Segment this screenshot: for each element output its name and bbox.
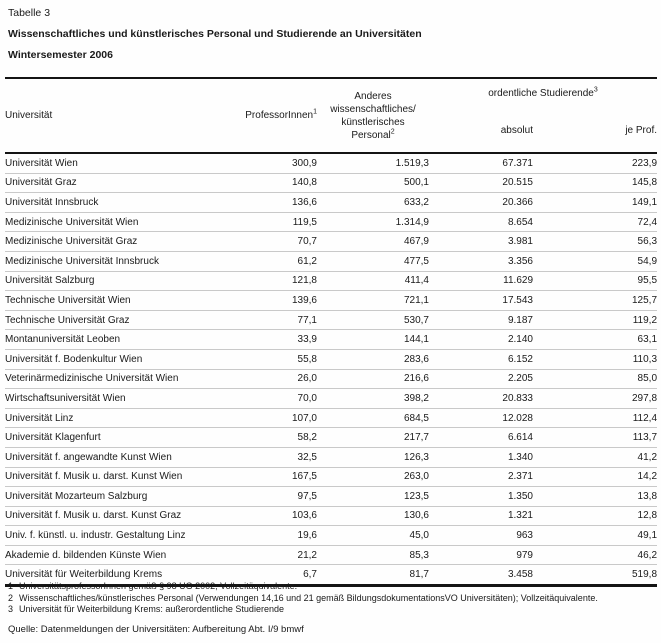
students-per-prof-cell: 85,0 [637,373,658,385]
table-row [5,506,657,526]
footnote-1 [8,581,598,593]
table-row [5,428,657,448]
university-name-cell: Universität Graz [5,177,77,189]
professors-cell: 300,9 [291,157,317,169]
students-per-prof-cell: 223,9 [631,157,658,169]
students-absolut-cell: 979 [516,549,533,561]
university-name-cell: Universität Wien [5,157,78,169]
footnote-ref-3: 3 [593,86,598,94]
other-staff-cell: 85,3 [409,549,429,561]
professors-cell: 119,5 [292,216,317,228]
other-staff-cell: 530,7 [403,314,429,326]
university-name-cell: Wirtschaftsuniversität Wien [5,392,126,404]
other-staff-cell: 500,1 [403,177,429,189]
students-absolut-cell: 3.356 [507,255,533,267]
professors-cell: 136,6 [291,196,317,208]
table-row [5,232,657,252]
professors-cell: 140,8 [291,177,317,189]
university-name-cell: Universität f. Bodenkultur Wien [5,353,143,365]
other-staff-cell: 144,1 [403,334,429,346]
footnote-3 [8,604,598,616]
students-absolut-cell: 12.028 [502,412,533,424]
university-name-cell: Universität f. angewandte Kunst Wien [5,451,172,463]
students-absolut-cell: 2.371 [507,471,533,483]
university-name-cell: Universität f. Musik u. darst. Kunst Graz [5,510,182,522]
document-subtitle: Wintersemester 2006 [8,49,113,61]
university-name-cell: Universität Linz [5,412,74,424]
professors-cell: 139,6 [291,294,317,306]
university-name-cell: Technische Universität Wien [5,294,131,306]
university-name-cell: Medizinische Universität Wien [5,216,139,228]
footnote-ref-1: 1 [313,108,317,116]
other-staff-cell: 217,7 [403,432,429,444]
header-students-group-label: ordentliche Studierende [488,88,594,99]
students-per-prof-cell: 13,8 [637,490,658,502]
footnote-2 [8,593,598,605]
other-staff-cell: 263,0 [403,471,429,483]
students-per-prof-cell: 297,8 [631,392,658,404]
university-name-cell: Univ. f. künstl. u. industr. Gestaltung Linz [5,530,186,542]
professors-cell: 167,5 [291,471,317,483]
other-staff-cell: 123,5 [403,490,429,502]
footnote-1-number: 1 [8,581,14,591]
students-absolut-cell: 20.515 [502,177,533,189]
other-staff-cell: 398,2 [403,392,429,404]
university-name-cell: Medizinische Universität Graz [5,236,138,248]
table-row [5,487,657,507]
students-per-prof-cell: 46,2 [637,549,658,561]
professors-cell: 58,2 [297,432,317,444]
university-name-cell: Universität Salzburg [5,275,95,287]
other-staff-cell: 477,5 [403,255,429,267]
table-body [5,153,657,586]
table-label: Tabelle 3 [8,7,51,19]
other-staff-cell: 130,6 [403,510,429,522]
students-absolut-cell: 3.981 [507,236,533,248]
professors-cell: 19,6 [297,530,317,542]
students-absolut-cell: 2.140 [507,334,533,346]
table-row [5,369,657,389]
professors-cell: 121,8 [291,275,317,287]
students-per-prof-cell: 519,8 [631,569,658,581]
header-other-staff-line4-label: Personal [351,129,391,141]
document-title: Wissenschaftliches und künstlerisches Personal und Studierende an Universitäten [8,28,422,40]
header-students-group [429,78,657,108]
students-per-prof-cell: 149,1 [631,196,658,208]
students-absolut-cell: 6.614 [507,432,533,444]
students-per-prof-cell: 56,3 [637,236,658,248]
professors-cell: 21,2 [297,549,317,561]
table-row [5,545,657,565]
students-per-prof-cell: 119,2 [632,314,658,326]
table-row [5,310,657,330]
students-absolut-cell: 963 [516,530,533,542]
professors-cell: 26,0 [297,373,317,385]
students-per-prof-cell: 63,1 [637,334,658,346]
other-staff-cell: 633,2 [403,196,429,208]
students-absolut-cell: 17.543 [502,294,533,306]
students-absolut-cell: 6.152 [507,353,533,365]
professors-cell: 97,5 [297,490,317,502]
table-row [5,467,657,487]
footnotes [8,581,598,616]
university-name-cell: Universität Mozarteum Salzburg [5,490,148,502]
table-row [5,291,657,311]
table-row [5,447,657,467]
professors-cell: 70,0 [297,392,317,404]
table-row [5,271,657,291]
statistics-table [5,77,657,587]
other-staff-cell: 45,0 [409,530,429,542]
university-name-cell: Universität für Weiterbildung Krems [5,569,163,581]
other-staff-cell: 1.314,9 [395,216,429,228]
students-per-prof-cell: 113,7 [632,432,658,444]
header-university-label: Universität [5,110,53,121]
professors-cell: 61,2 [297,255,317,267]
students-per-prof-cell: 72,4 [637,216,658,228]
university-name-cell: Veterinärmedizinische Universität Wien [5,373,179,385]
students-absolut-cell: 67.371 [502,157,533,169]
source-line: Quelle: Datenmeldungen der Universitäten: Aufbereitung Abt. I/9 bmwf [8,624,304,635]
students-per-prof-cell: 95,5 [637,275,658,287]
table-row [5,153,657,173]
footnote-2-text: Wissenschaftliches/künstlerisches Personal (Verwendungen 14,16 und 21 gemäß BildungsdokumentationsVO Universitäten); Vollzeitäquivalente. [19,592,598,603]
table-row [5,526,657,546]
footnote-ref-2: 2 [390,128,395,136]
students-absolut-cell: 9.187 [507,314,533,326]
footnote-3-number: 3 [8,604,14,614]
other-staff-cell: 216,6 [403,373,429,385]
header-other-staff [317,78,429,153]
header-row-group [5,78,657,108]
header-other-staff-line4 [317,129,429,142]
table-row [5,251,657,271]
students-per-prof-cell: 145,8 [631,177,658,189]
professors-cell: 103,6 [291,510,317,522]
footnote-3-text: Universität für Weiterbildung Krems: außerordentliche Studierende [19,604,284,614]
students-absolut-cell: 1.350 [507,490,533,502]
students-absolut-cell: 11.629 [503,275,533,287]
professors-cell: 77,1 [297,314,317,326]
header-professors [217,78,317,153]
header-other-staff-line2: wissenschaftliches/ [330,103,416,115]
university-name-cell: Technische Universität Graz [5,314,130,326]
other-staff-cell: 721,1 [403,294,429,306]
university-name-cell: Medizinische Universität Innsbruck [5,255,159,267]
table-row [5,330,657,350]
students-absolut-cell: 1.340 [507,451,533,463]
students-absolut-cell: 8.654 [507,216,533,228]
students-per-prof-cell: 110,3 [632,353,658,365]
header-students-per-prof: je Prof. [625,124,658,136]
students-per-prof-cell: 14,2 [637,471,658,483]
header-other-staff-line1: Anderes [354,90,392,102]
table-row [5,389,657,409]
other-staff-cell: 411,4 [404,275,429,287]
students-absolut-cell: 20.833 [502,392,533,404]
footnote-1-text: UniversitätsprofessorInnen gemäß § 98 UG 2002; Vollzeitäquivalente. [19,581,298,591]
students-per-prof-cell: 49,1 [637,530,658,542]
table-row [5,212,657,232]
university-name-cell: Universität f. Musik u. darst. Kunst Wien [5,471,183,483]
students-per-prof-cell: 112,4 [632,412,658,424]
university-name-cell: Universität Innsbruck [5,196,99,208]
students-absolut-cell: 1.321 [507,510,533,522]
header-other-staff-line3: künstlerisches [341,116,405,128]
other-staff-cell: 1.519,3 [395,157,429,169]
professors-cell: 70,7 [297,236,317,248]
table-row [5,349,657,369]
students-per-prof-cell: 41,2 [637,451,658,463]
table-row [5,408,657,428]
professors-cell: 33,9 [297,334,317,346]
other-staff-cell: 283,6 [403,353,429,365]
table-header [5,78,657,153]
professors-cell: 6,7 [303,569,317,581]
university-name-cell: Akademie d. bildenden Künste Wien [5,549,167,561]
table-row [5,193,657,213]
students-absolut-cell: 20.366 [502,196,533,208]
professors-cell: 107,0 [291,412,317,424]
footnote-2-number: 2 [8,592,14,603]
other-staff-cell: 467,9 [403,236,429,248]
university-name-cell: Universität Klagenfurt [5,432,101,444]
students-absolut-cell: 3.458 [507,569,533,581]
other-staff-cell: 684,5 [403,412,429,424]
students-per-prof-cell: 12,8 [637,510,658,522]
header-university [5,78,217,153]
header-students-absolut: absolut [500,124,533,136]
other-staff-cell: 81,7 [409,569,429,581]
students-per-prof-cell: 54,9 [637,255,658,267]
table-row [5,173,657,193]
professors-cell: 55,8 [297,353,317,365]
header-professors-label: ProfessorInnen [245,110,314,121]
students-absolut-cell: 2.205 [507,373,533,385]
other-staff-cell: 126,3 [403,451,429,463]
professors-cell: 32,5 [297,451,317,463]
university-name-cell: Montanuniversität Leoben [5,334,121,346]
students-per-prof-cell: 125,7 [631,294,658,306]
